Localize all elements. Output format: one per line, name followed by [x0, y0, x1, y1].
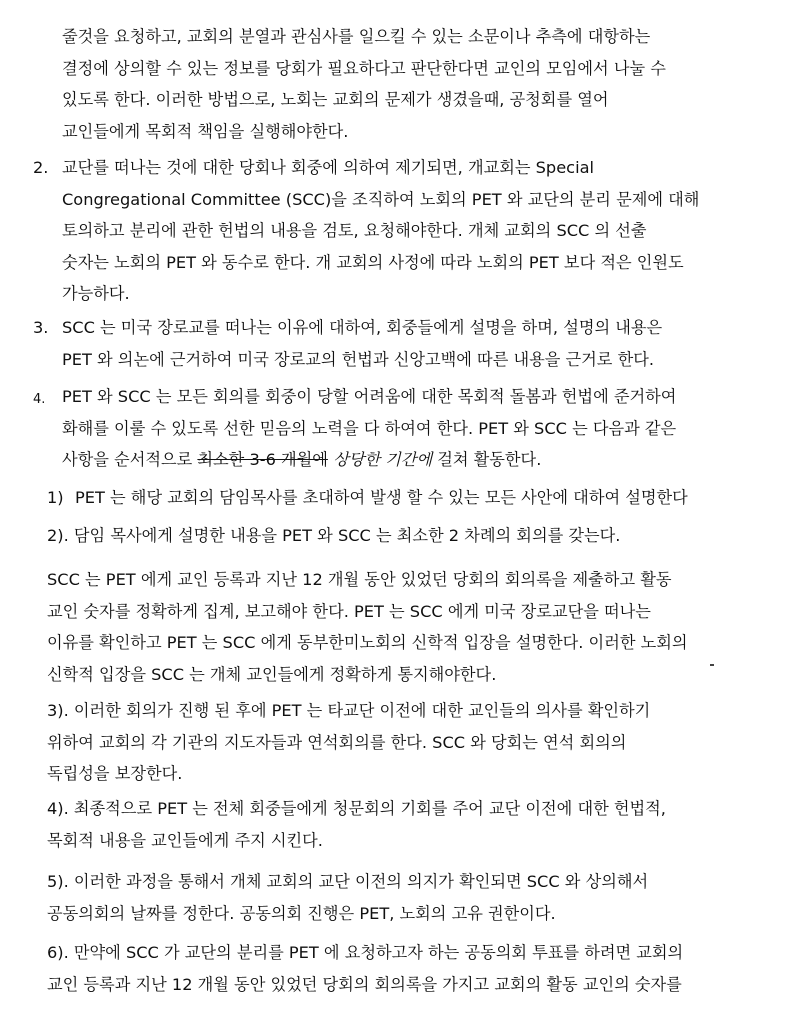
- text-run: 사항을 순서적으로: [62, 450, 198, 469]
- sub-3-paragraph: [47, 695, 769, 790]
- text-line: [62, 444, 769, 476]
- item-2-number: 2.: [33, 158, 49, 177]
- text-line: 5). 이러한 과정을 통해서 개체 교회의 교단 이전의 의지가 확인되면 SCC 와 상의해서: [47, 872, 649, 891]
- text-line: 4). 최종적으로 PET 는 전체 회중들에게 청문회의 기회를 주어 교단 이전에 대한 헌법적,: [47, 799, 666, 818]
- sub-6-paragraph: [47, 937, 769, 1000]
- text-line: 결정에 상의할 수 있는 정보를 당회가 필요하다고 판단한다면 교인의 모임에서 나눌 수: [62, 58, 666, 78]
- text-line: 줄것을 요청하고, 교회의 분열과 관심사를 일으킬 수 있는 소문이나 추측에 대항하는: [62, 27, 651, 46]
- struck-text: 최소한 3-6 개월에: [197, 450, 328, 469]
- text-line: Congregational Committee (SCC)을 조직하여 노회의 PET 와 교단의 분리 문제에 대해: [62, 189, 700, 209]
- text-line: SCC 는 미국 장로교를 떠나는 이유에 대하여, 회중들에게 설명을 하며, 설명의 내용은: [62, 318, 663, 337]
- item-3-paragraph: [62, 312, 769, 375]
- text-line: 이유를 확인하고 PET 는 SCC 에게 동부한미노회의 신학적 입장을 설명한다. 이러한 노회의: [47, 633, 688, 652]
- text-line: 토의하고 분리에 관한 헌법의 내용을 검토, 요청해야한다. 개체 교회의 SCC 의 선출: [62, 221, 647, 240]
- text-line: PET 와 의논에 근거하여 미국 장로교의 헌법과 신앙고백에 따른 내용을 근거로 한다.: [62, 349, 655, 369]
- italic-text: 상당한 기간에: [333, 450, 433, 469]
- sub-1-paragraph: [75, 482, 775, 514]
- text-line: 2). 담임 목사에게 설명한 내용을 PET 와 SCC 는 최소한 2 차례의 회의를 갖는다.: [47, 526, 621, 545]
- text-line: 3). 이러한 회의가 진행 된 후에 PET 는 타교단 이전에 대한 교인들의 의사를 확인하기: [47, 701, 651, 720]
- item-3-number: 3.: [33, 318, 49, 337]
- text-line: SCC 는 PET 에게 교인 등록과 지난 12 개월 동안 있었던 당회의 회의록을 제출하고 활동: [47, 570, 672, 589]
- text-line: 6). 만약에 SCC 가 교단의 분리를 PET 에 요청하고자 하는 공동의회 투표를 하려면 교회의: [47, 943, 684, 962]
- text-line: 위하여 교회의 각 기관의 지도자들과 연석회의를 한다. SCC 와 당회는 연석 회의의: [47, 732, 627, 752]
- item-4-number: 4.: [33, 392, 46, 407]
- intro-paragraph: [62, 21, 769, 147]
- sub-2-paragraph: [47, 520, 769, 552]
- text-line: 숫자는 노회의 PET 와 동수로 한다. 개 교회의 사정에 따라 노회의 PET 보다 적은 인원도: [62, 252, 684, 272]
- sub-5-paragraph: [47, 866, 769, 929]
- item-4-paragraph: [62, 381, 769, 476]
- text-line: 공동의회의 날짜를 정한다. 공동의회 진행은 PET, 노회의 고유 권한이다.: [47, 903, 556, 923]
- text-line: 교인들에게 목회적 책임을 실행해야한다.: [62, 121, 349, 141]
- text-line: 가능하다.: [62, 284, 130, 303]
- text-line: 교단를 떠나는 것에 대한 당회나 회중에 의하여 제기되면, 개교회는 Special: [62, 158, 594, 177]
- text-line: 있도록 한다. 이러한 방법으로, 노회는 교회의 문제가 생겼을때, 공청회를 열어: [62, 90, 609, 109]
- item-2-paragraph: [62, 152, 769, 310]
- text-line: 교인 등록과 지난 12 개월 동안 있었던 당회의 회의록을 가지고 교회의 활동 교인의 숫자를: [47, 974, 682, 994]
- text-line: 독립성을 보장한다.: [47, 764, 183, 783]
- text-line: 교인 숫자를 정확하게 집계, 보고해야 한다. PET 는 SCC 에게 미국 장로교단을 떠나는: [47, 601, 651, 621]
- text-line: 신학적 입장을 SCC 는 개체 교인들에게 정확하게 통지해야한다.: [47, 664, 497, 684]
- sub-1-number: 1): [47, 488, 64, 507]
- text-line: 목회적 내용을 교인들에게 주지 시킨다.: [47, 830, 323, 850]
- scc-paragraph: [47, 564, 769, 690]
- text-line: PET 는 해당 교회의 담임목사를 초대하여 발생 할 수 있는 모든 사안에 대하여 설명한다: [75, 488, 688, 507]
- stray-mark: [710, 664, 714, 666]
- text-line: PET 와 SCC 는 모든 회의를 회중이 당할 어려움에 대한 목회적 돌봄과 헌법에 준거하여: [62, 387, 677, 406]
- sub-4-paragraph: [47, 793, 769, 856]
- text-run: 걸쳐 활동한다.: [432, 450, 542, 469]
- text-line: 화해를 이룰 수 있도록 선한 믿음의 노력을 다 하여여 한다. PET 와 SCC 는 다음과 같은: [62, 418, 677, 438]
